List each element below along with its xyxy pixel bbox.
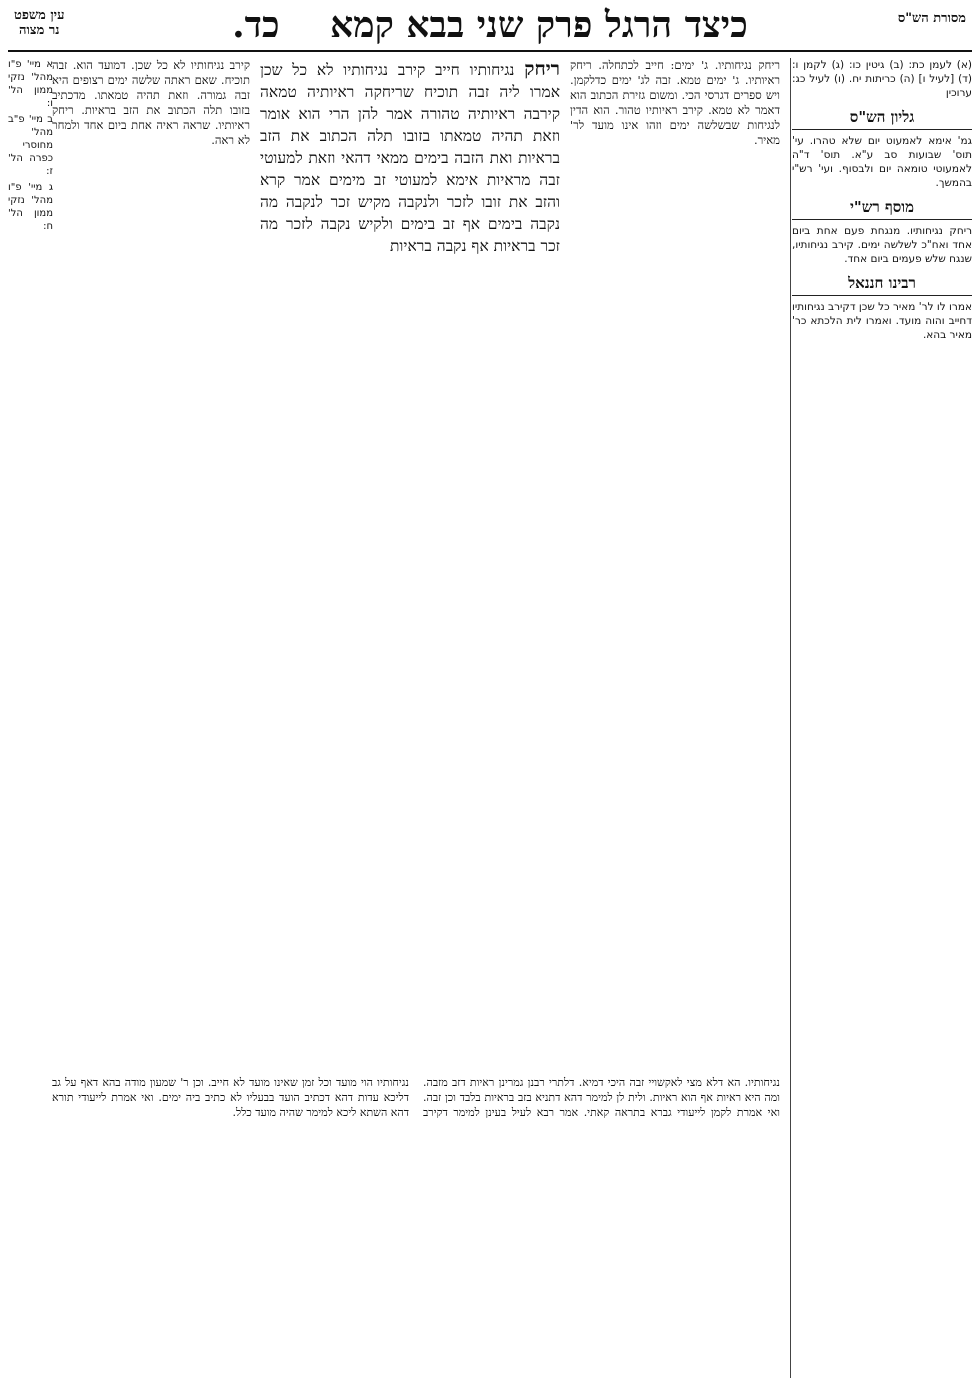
folio-number: כד. xyxy=(232,4,280,46)
right-margin xyxy=(792,58,972,1378)
masoret-hashas-heading: מסורת הש"ס xyxy=(897,11,966,26)
rabbeinu-chananel-text: אמרו לו לר' מאיר כל שכן דקירב נגיחותיו דחייב והוה מועד. ואמרו לית הלכתא כר' מאיר בהא. xyxy=(792,301,972,341)
ein-mishpat-heading: עין משפט נר מצוה xyxy=(14,8,65,38)
ein-mishpat-note: ב מיי' פ"ב מהל' מחוסרי כפרה הל' ז: xyxy=(8,114,53,177)
tractate-heading: כיצד הרגל פרק שני בבא קמא xyxy=(330,4,748,46)
chapter-title xyxy=(8,4,972,46)
ein-mishpat-note: א מיי' פ"ו מהל' נזקי ממון הל' ו: xyxy=(8,59,53,109)
rabbeinu-chananel-title: רבינו חננאל xyxy=(792,274,972,296)
lower-commentary-text: נגיחותיו. הא דלא מצי לאקשויי זבה היכי דמיא. דלתרי רבנן גמרינן ראיות דזב מזבה. ומה היא ראיות אף הוא ראיות. ולית לן למימר דהא דתניא בזב בראיות בלבד וכן זבה. ואי אמרת לקמן לייעודי גברא בתראה קאתי. אמר רבא לעיל בעינן למימר דקירב נגיחותיו הוי מועד וכל זמן שאינו מועד לא חייב. וכן ר' שמעון מודה בהא דאף על גב דליכא עדות דהא דכתיב הועד בבעליו לא כתיב ביה ימים. ואי אמרת לייעודי תורא דהא השתא ליכא למימר שהיה מועד כלל. xyxy=(52,1076,780,1119)
lower-commentary xyxy=(52,1075,780,1375)
tosafot-column: ריחק נגיחותיו. ג' ימים: חייב לכתחלה. ריחק ראיותיו. ג' ימים טמא. זבה לג' ימים כדלקמן. ויש ספרים דגרסי הכי. ומשום גזירת הכתוב הוא דאמר לא טמא. קירב ראיותיו טהור. הוא הדין לנגיחות שבשלשה ימים וזהו אינו מועד לר' מאיר. xyxy=(570,58,780,147)
page-header xyxy=(8,6,972,50)
masoret-notes: (א) לעמן כת: (ב) גיטין כו: (ג) לקמן ו: (ד) [לעיל ו] (ה) כריתות יח. (ו) לעיל כג: ערוכין xyxy=(792,59,972,99)
gilyon-title: גליון הש"ס xyxy=(792,108,972,130)
header-rule xyxy=(8,50,972,52)
gemara-text: נגיחותיו חייב קירב נגיחותיו לא כל שכן אמרו ליה זבה תוכיח שריחקה ראיותיה טמאה קירבה ראיותיה טהורה אמר להן הרי הוא אומר וזאת תהיה טמאתו בזובו תלה הכתוב את הזב בראיות ואת הזבה בימים ממאי דהאי וזאת למעוטי זבה מראיות אימא למעוטי זב מימים אמר קרא והזב את זובו לזכר ולנקבה מקיש זכר לנקבה מה נקבה בימים אף זב בימים ולקיש נקבה לזכר מה זכר בראיות אף נקבה בראיות xyxy=(260,61,560,255)
gemara-opening-word: ריחק xyxy=(524,58,560,80)
gemara-column xyxy=(260,58,560,1068)
left-margin xyxy=(8,58,53,1378)
musaf-rashi-title: מוסף רש"י xyxy=(792,198,972,220)
rashi-column: קירב נגיחותיו לא כל שכן. דמועד הוא. זבה תוכיח. שאם ראתה שלשה ימים רצופים היא זבה גמורה. וזאת תהיה טמאתו. מדכתיב בזובו תלה הכתוב את הזב בראיות. ריחק ראיותיו. שראה ראיה אחת ביום אחד ולמחר לא ראה. xyxy=(52,58,250,147)
musaf-rashi-text: ריחק נגיחותיו. מנגחת פעם אחת ביום אחד ואח"כ לשלשה ימים. קירב נגיחותיו, שנגח שלש פעמים ביום אחד. xyxy=(792,225,972,265)
gilyon-text: גמ' אימא לאמעוט יום שלא טהרו. עי' תוס' שבועות סב ע"א. תוס' ד"ה לאמעוטי טומאה יום ולבסוף. ועי' רש"י בהמשך. xyxy=(792,135,972,189)
divider xyxy=(790,58,791,1378)
ein-mishpat-note: ג מיי' פ"ו מהל' נזקי ממון הל' ח: xyxy=(8,182,53,232)
